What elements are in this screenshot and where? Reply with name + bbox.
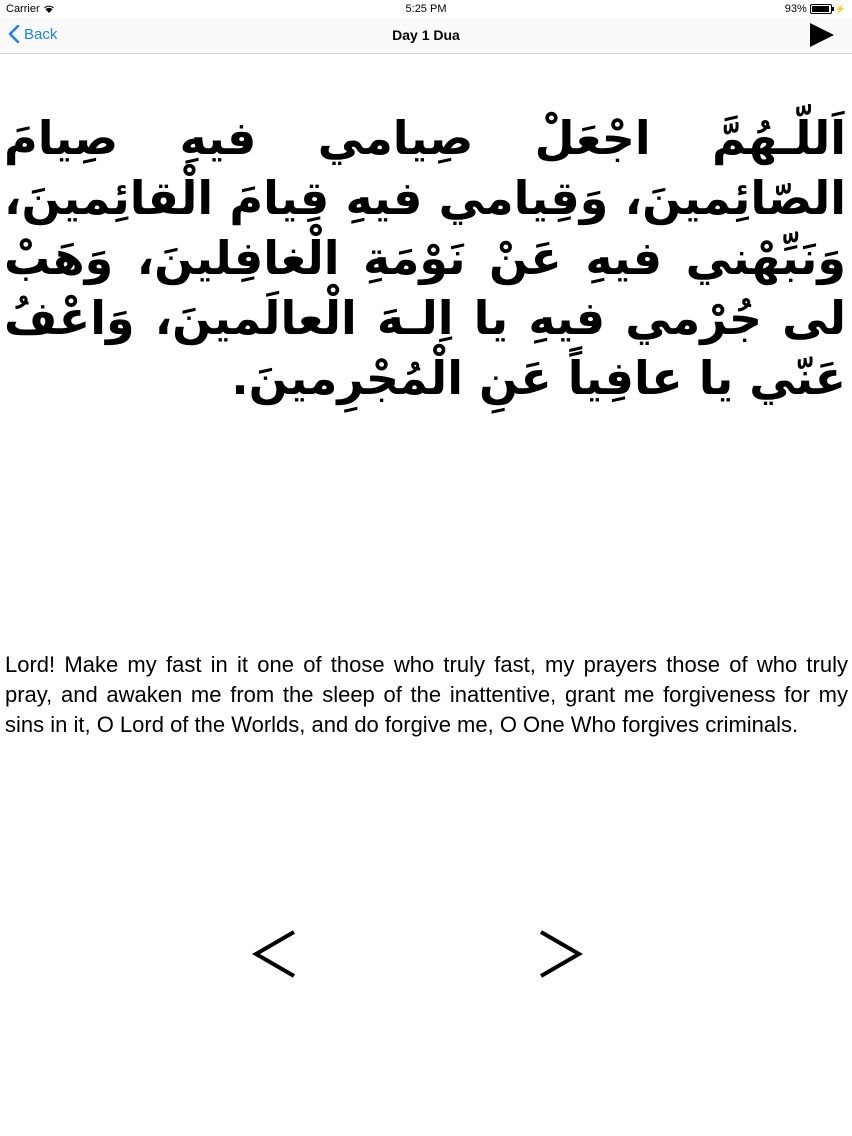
charging-icon: ⚡ [834,3,846,14]
carrier-label: Carrier [6,3,40,15]
battery-icon [810,4,832,14]
dua-translation-text: Lord! Make my fast in it one of those who truly fast, my prayers those of who truly pray, and awaken me from the sleep of the inattentive, grant me forgiveness for my sins in it, O Lord of the Worlds, and do forgive me, O One Who forgives criminals. [5,652,848,737]
status-time: 5:25 PM [405,3,447,15]
dua-arabic-text: اَللّـهُمَّ اجْعَلْ صِيامي فيهِ صِيامَ الصّائِمينَ، وَقِيامي فيهِ قِيامَ الْقائِمينَ، وَنَبِّهْني فيهِ عَنْ نَوْمَةِ الْغافِلينَ، وَهَبْ لى جُرْمي فيهِ يا اِلـهَ الْعالَمينَ، وَاعْفُ عَنّي يا عافِياً عَنِ الْمُجْرِمينَ. [4,111,846,405]
chevron-right-icon [541,932,579,976]
back-label: Back [24,25,58,43]
page-title: Day 1 Dua [392,27,460,43]
status-right [785,3,846,15]
previous-day-button[interactable] [250,928,300,980]
navigation-bar [0,18,852,54]
next-day-button[interactable] [535,928,585,980]
chevron-left-icon [256,932,294,976]
status-bar [0,0,852,18]
battery-percent: 93% [784,3,807,15]
play-icon[interactable] [810,23,834,47]
